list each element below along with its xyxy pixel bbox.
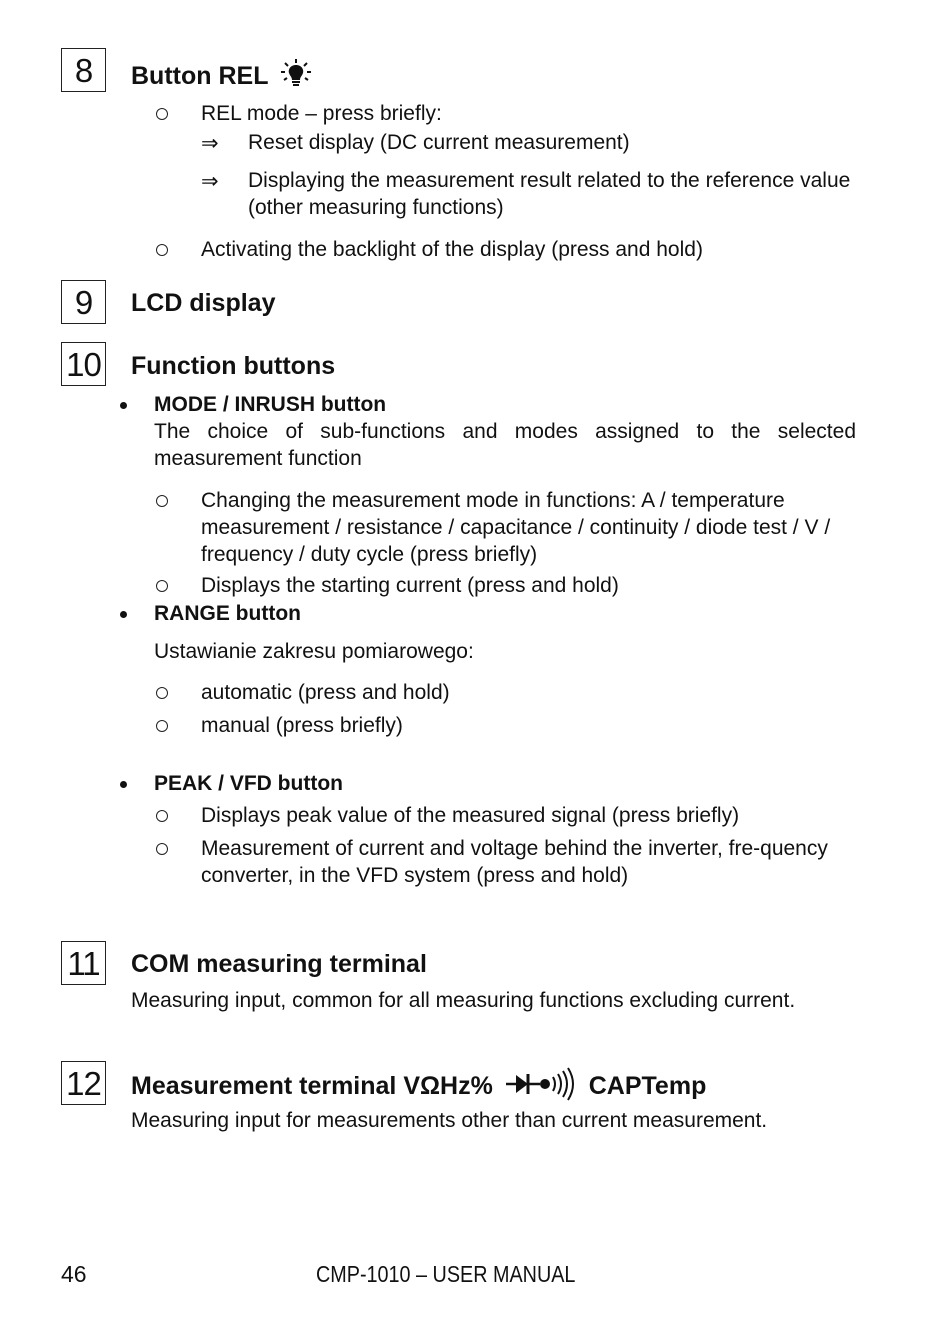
bullet-dot [120, 402, 127, 409]
page-number: 46 [61, 1261, 87, 1287]
diode-continuity-icon [506, 1066, 578, 1109]
range-item: manual (press briefly) [201, 714, 403, 737]
section-title-com-terminal: COM measuring terminal [131, 950, 427, 978]
peak-item: Displays peak value of the measured signal (press briefly) [201, 804, 740, 827]
circle-bullet [156, 580, 168, 592]
section-number-10: 10 [61, 342, 106, 386]
mode-button-label: MODE / INRUSH button [154, 393, 387, 416]
mode-item: Changing the measurement mode in functions: A / temperature measurement / resistance / capacitance / continuity / diode test / V / frequency / duty cycle (press briefly) [201, 489, 831, 566]
section-title-button-rel [131, 58, 313, 97]
peak-button-label: PEAK / VFD button [154, 772, 343, 795]
implies-arrow: ⇒ [201, 170, 219, 193]
circle-bullet [156, 244, 168, 256]
lightbulb-icon [279, 58, 313, 97]
circle-bullet [156, 687, 168, 699]
com-terminal-desc: Measuring input, common for all measuring functions excluding current. [131, 989, 796, 1012]
circle-bullet [156, 495, 168, 507]
backlight-item: Activating the backlight of the display (press and hold) [201, 238, 703, 261]
mode-button-desc: The choice of sub-functions and modes assigned to the selected measurement function [154, 420, 856, 470]
range-button-label: RANGE button [154, 602, 301, 625]
circle-bullet [156, 843, 168, 855]
section-title-lcd-display: LCD display [131, 289, 276, 317]
rel-mode-label: REL mode – press briefly: [201, 102, 442, 125]
bullet-dot [120, 611, 127, 618]
implies-arrow: ⇒ [201, 132, 219, 155]
rel-sub-item: Displaying the measurement result related to the reference value (other measuring functions) [248, 169, 851, 219]
peak-item: Measurement of current and voltage behind the inverter, fre-quency converter, in the VFD system (press and hold) [201, 837, 828, 887]
section-title-measurement-terminal [131, 1066, 706, 1109]
range-button-desc: Ustawianie zakresu pomiarowego: [154, 640, 474, 663]
circle-bullet [156, 108, 168, 120]
mode-item: Displays the starting current (press and hold) [201, 574, 619, 597]
section-title-text: Button REL [131, 62, 269, 91]
section-title-prefix: Measurement terminal VΩHz% [131, 1072, 493, 1101]
section-number-11: 11 [61, 941, 106, 985]
rel-sub-item: Reset display (DC current measurement) [248, 131, 630, 154]
bullet-dot [120, 781, 127, 788]
circle-bullet [156, 810, 168, 822]
measurement-terminal-desc: Measuring input for measurements other than current measurement. [131, 1109, 768, 1132]
section-number-8: 8 [61, 48, 106, 92]
circle-bullet [156, 720, 168, 732]
range-item: automatic (press and hold) [201, 681, 450, 704]
section-number-12: 12 [61, 1061, 106, 1105]
manual-title: CMP-1010 – USER MANUAL [316, 1261, 576, 1287]
section-title-function-buttons: Function buttons [131, 352, 336, 380]
section-title-suffix: CAPTemp [588, 1072, 707, 1101]
section-number-9: 9 [61, 280, 106, 324]
